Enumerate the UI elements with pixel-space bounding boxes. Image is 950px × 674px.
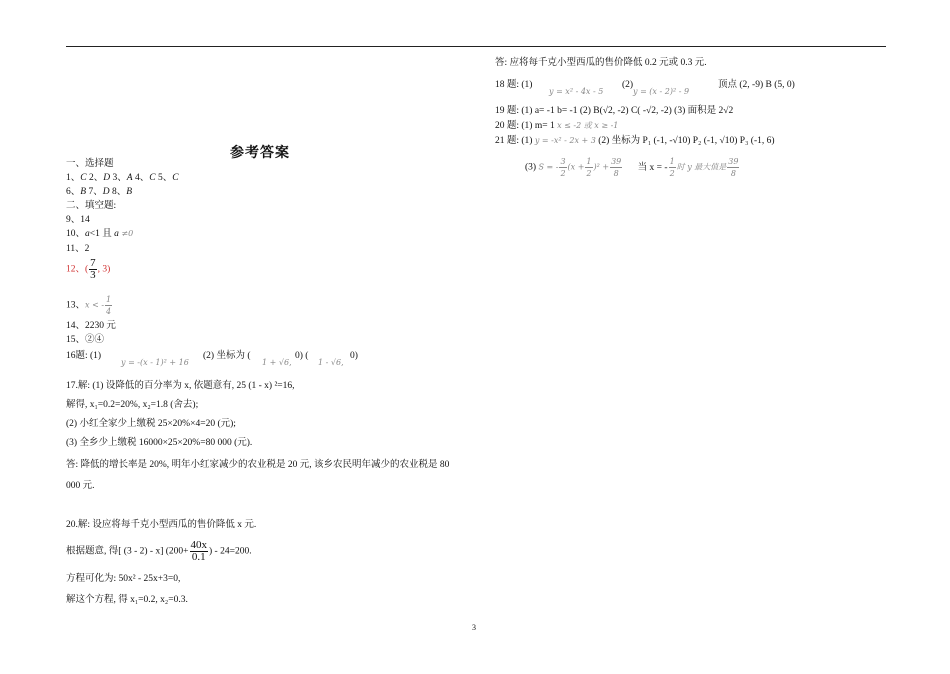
fraction-7-3: $\frac{7}{3}$ <box>90 257 96 281</box>
fraction-1-4: $\frac{1}{4}$ <box>106 295 112 316</box>
answer-20-conclusion: 答: 应将每千克小型西瓜的售价降低 0.2 元或 0.3 元. <box>495 58 707 68</box>
section-choice-heading: 一、选择题 <box>66 159 114 169</box>
answer-10: 10、a<1 且 a ≠0 <box>66 229 134 239</box>
fraction-3-2: $\frac{3}{2}$ <box>560 157 566 178</box>
answer-17-line-2: 解得, x₁=0.2=20%, x₂=1.8 (舍去); <box>66 400 199 410</box>
answer-17-line-6: 000 元. <box>66 481 95 491</box>
answer-12: 12、( $\frac{7}{3}$ , 3) <box>66 257 111 281</box>
answer-17-line-3: (2) 小红全家少上缴税 25×20%×4=20 (元); <box>66 419 236 429</box>
answer-16-point-2-end: 0) <box>350 351 358 361</box>
fraction-1-2: $\frac{1}{2}$ <box>586 157 592 178</box>
fraction-39-8-b: $\frac{39}{8}$ <box>728 157 739 178</box>
answer-17-line-1: 17.解: (1) 设降低的百分率为 x, 依题意有, 25 (1 - x) ²=16, <box>66 381 295 391</box>
answer-20-line-2: 根据题意, 得[ (3 - 2) - x] (200+ $\frac{40x}{0.1}$ ) - 24=200. <box>66 539 252 563</box>
answer-9: 9、14 <box>66 215 90 225</box>
answer-20-line-4: 解这个方程, 得 x₁=0.2, x₂=0.3. <box>66 595 188 605</box>
fraction-1-2-b: $\frac{1}{2}$ <box>669 157 675 178</box>
answer-14: 14、2230 元 <box>66 321 116 331</box>
section-fill-heading: 二、填空题: <box>66 201 117 211</box>
answer-16-expr: y = -(x - 1)² + 16 <box>121 358 189 367</box>
fraction-40x-0.1: $\frac{40x}{0.1}$ <box>190 539 208 563</box>
choice-answers-row-2: 6、B 7、D 8、B <box>66 187 133 197</box>
answer-17-line-4: (3) 全乡少上缴税 16000×25×20%=80 000 (元). <box>66 438 253 448</box>
fraction-39-8: $\frac{39}{8}$ <box>611 157 622 178</box>
answer-20-line-1: 20.解: 设应将每千克小型西瓜的售价降低 x 元. <box>66 520 257 530</box>
answer-20-short: 20 题: (1) m= 1 x ≤ -2 或 x ≥ -1 <box>495 121 619 131</box>
choice-answers-row-1: 1、C 2、D 3、A 4、C 5、C <box>66 173 179 183</box>
page-title: 参考答案 <box>230 145 290 161</box>
header-rule <box>66 46 886 47</box>
answer-18-vertex: 顶点 (2, -9) B (5, 0) <box>718 80 795 90</box>
answer-21-part-3: (3) S = - $\frac{3}{2}$ (x + $\frac{1}{2}$ )² + $\frac{39}{8}$ 当 x = - $\frac{1}{2}$ 时 y 最大值是 $\frac{39}{8}$ <box>525 157 739 178</box>
answer-17-line-5: 答: 降低的增长率是 20%, 明年小红家减少的农业税是 20 元, 该乡农民明年减少的农业税是 80 <box>66 460 450 470</box>
answer-15: 15、②④ <box>66 335 105 345</box>
answer-21: 21 题: (1) y = -x² - 2x + 3 (2) 坐标为 P₁ (-1, -√10) P₂ (-1, √10) P₃ (-1, 6) <box>495 136 775 146</box>
answer-19: 19 题: (1) a= -1 b= -1 (2) B(√2, -2) C( -√2, -2) (3) 面积是 2√2 <box>495 106 734 116</box>
answer-16-point-1-end: 0) ( <box>295 351 309 361</box>
answer-16-coords: (2) 坐标为 ( <box>203 351 251 361</box>
answer-13: 13、x < - $\frac{1}{4}$ <box>66 295 112 316</box>
answer-11: 11、2 <box>66 244 90 254</box>
answer-16-point-1: 1 + √6, <box>262 358 292 367</box>
answer-16-point-2: 1 - √6, <box>318 358 344 367</box>
answer-16: 16题: (1) <box>66 351 102 361</box>
answer-18-part-2: (2) <box>622 80 634 90</box>
answer-20-line-3: 方程可化为: 50x² - 25x+3=0, <box>66 574 181 584</box>
answer-18-expr-2: y = (x - 2)² - 9 <box>633 87 690 96</box>
answer-18: 18 题: (1) <box>495 80 533 90</box>
page-number: 3 <box>472 623 476 632</box>
answer-18-expr-1: y = x² - 4x - 5 <box>549 87 604 96</box>
